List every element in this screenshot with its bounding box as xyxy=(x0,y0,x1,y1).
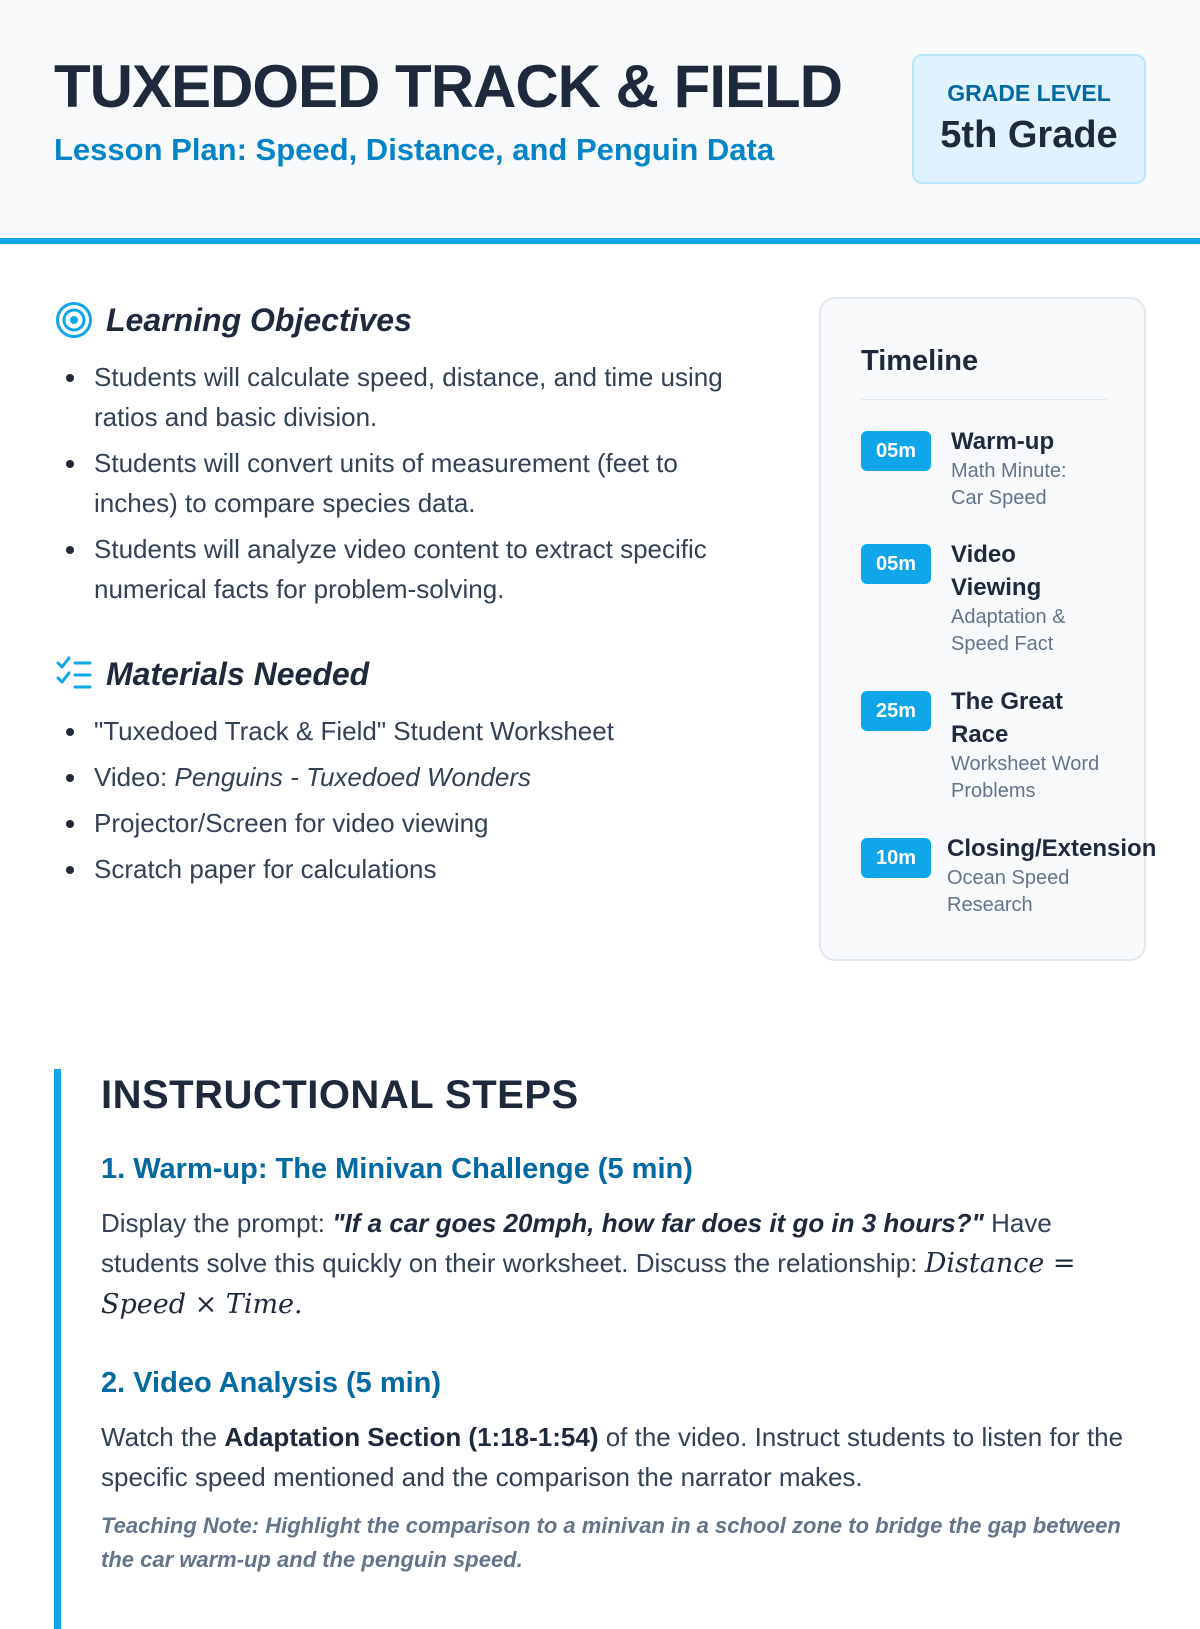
duration-badge: 25m xyxy=(861,691,931,731)
timeline-item-desc: Worksheet Word Problems xyxy=(951,753,1100,802)
step-2-body xyxy=(101,1417,1131,1497)
grade-level-value: 5th Grade xyxy=(940,114,1118,156)
step-1-heading: 1. Warm-up: The Minivan Challenge (5 min) xyxy=(101,1153,693,1185)
video-title: Penguins - Tuxedoed Wonders xyxy=(174,762,531,792)
step-2-prefix: Watch the xyxy=(101,1422,225,1452)
timeline-divider xyxy=(861,399,1107,400)
list-item: Projector/Screen for video viewing xyxy=(62,803,762,843)
materials-heading-text: Materials Needed xyxy=(106,655,370,692)
step-1-body xyxy=(101,1203,1131,1325)
objectives-heading-text: Learning Objectives xyxy=(106,301,412,338)
page-header xyxy=(0,0,1200,244)
timeline-item-name: Closing/Extension xyxy=(947,835,1157,862)
timeline-item-desc: Adaptation & Speed Fact xyxy=(951,606,1066,655)
instructional-steps xyxy=(54,1069,1154,1629)
distance-formula: Distance = Speed × Time. xyxy=(101,1248,1076,1320)
step-1-middle: Have students solve this quickly on their worksheet. Discuss the relationship: xyxy=(101,1208,1052,1278)
teaching-note: Teaching Note: Highlight the comparison to a minivan in a school zone to bridge the gap between the car warm-up and the penguin speed. xyxy=(101,1513,1121,1572)
list-item: Students will calculate speed, distance, and time using ratios and basic division. xyxy=(62,357,762,437)
video-prefix: Video: xyxy=(94,762,175,792)
steps-title: INSTRUCTIONAL STEPS xyxy=(101,1073,579,1117)
step-1-prefix: Display the prompt: xyxy=(101,1208,333,1238)
timeline-item-desc: Math Minute: Car Speed xyxy=(951,460,1067,509)
checklist-icon xyxy=(54,654,94,694)
materials-heading xyxy=(54,653,369,695)
step-2-heading: 2. Video Analysis (5 min) xyxy=(101,1367,442,1399)
list-item: Students will analyze video content to extract specific numerical facts for problem-solving. xyxy=(62,529,762,609)
timeline-item-text xyxy=(951,685,1101,805)
step-2-section-ref: Adaptation Section (1:18-1:54) xyxy=(224,1422,599,1452)
timeline-item-text xyxy=(951,538,1101,658)
page-title: TUXEDOED TRACK & FIELD xyxy=(54,53,842,120)
timeline-title: Timeline xyxy=(861,345,979,377)
list-item: Students will convert units of measurement (feet to inches) to compare species data. xyxy=(62,443,762,523)
objectives-list xyxy=(62,357,762,615)
timeline-item-text xyxy=(947,832,1177,919)
duration-badge: 05m xyxy=(861,544,931,584)
materials-list xyxy=(62,711,762,895)
timeline-item-name: Warm-up xyxy=(951,428,1055,455)
step-2-suffix: of the video. Instruct students to listen for the specific speed mentioned and the comparison the narrator makes. xyxy=(101,1422,1124,1492)
step-1-prompt-quote: "If a car goes 20mph, how far does it go in 3 hours?" xyxy=(332,1208,984,1238)
list-item xyxy=(62,757,762,797)
timeline-item-name: Video Viewing xyxy=(951,541,1042,601)
duration-badge: 10m xyxy=(861,838,931,878)
list-item: "Tuxedoed Track & Field" Student Worksheet xyxy=(62,711,762,751)
objectives-heading xyxy=(54,299,412,341)
timeline-card xyxy=(819,297,1157,961)
duration-badge: 05m xyxy=(861,431,931,471)
page-subtitle: Lesson Plan: Speed, Distance, and Penguin Data xyxy=(54,132,775,167)
target-icon xyxy=(54,300,94,340)
timeline-item-text xyxy=(951,425,1101,512)
list-item: Scratch paper for calculations xyxy=(62,849,762,889)
timeline-item-name: The Great Race xyxy=(951,688,1064,748)
grade-level-badge xyxy=(912,54,1146,184)
timeline-item-desc: Ocean Speed Research xyxy=(947,867,1070,916)
grade-level-label: GRADE LEVEL xyxy=(947,80,1111,106)
